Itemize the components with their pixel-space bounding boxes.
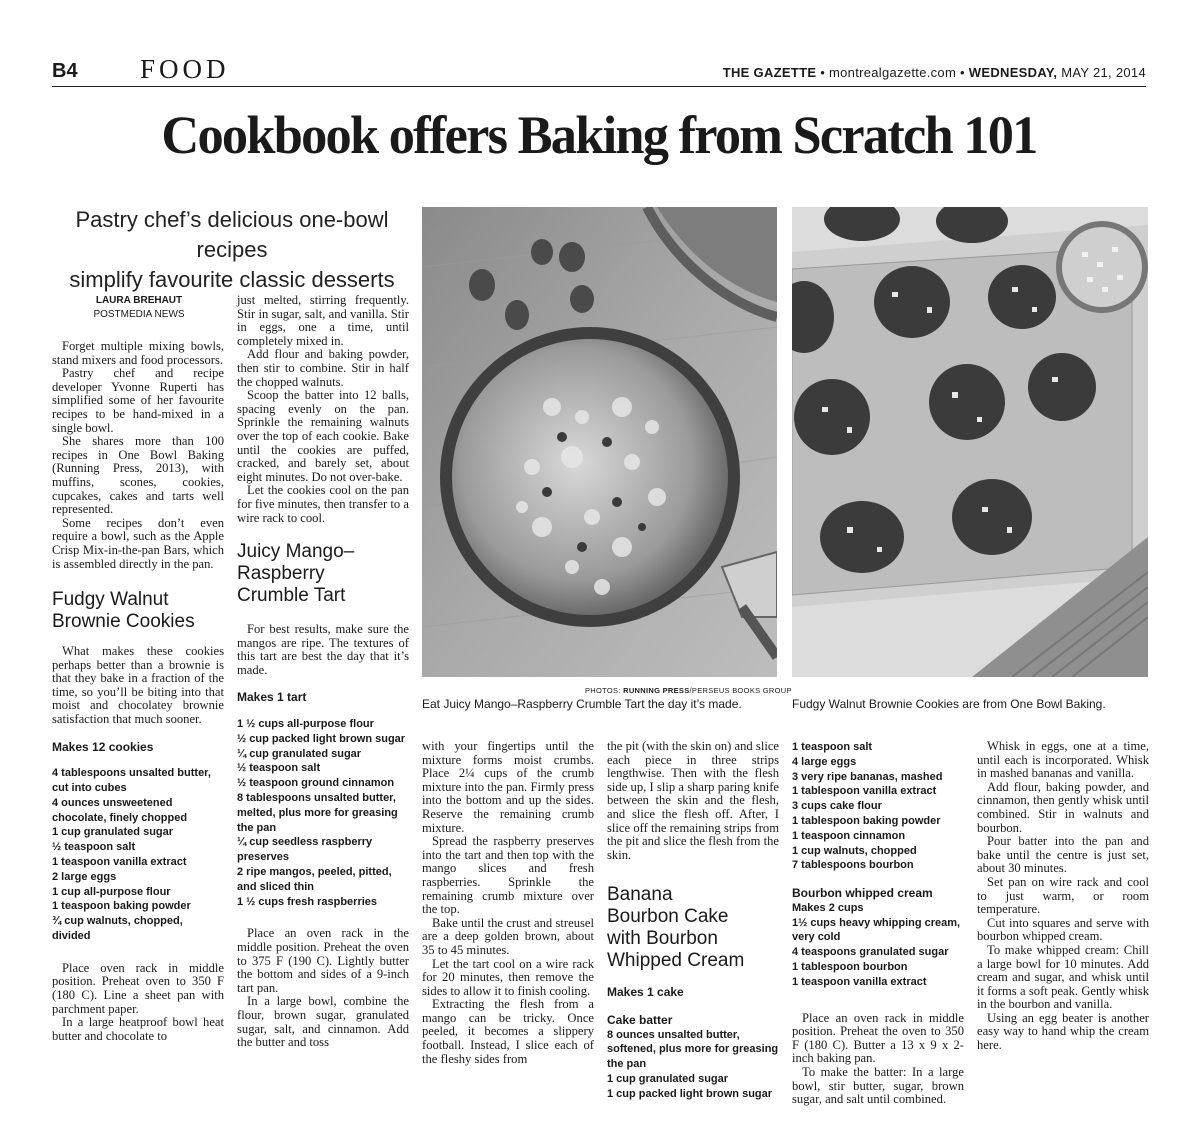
ingredient: ½ teaspoon salt xyxy=(52,841,136,854)
ingredient: 1 ½ cups fresh raspberries xyxy=(237,895,378,908)
body-paragraph: Bake until the crust and streusel are a deep golden brown, about 35 to 45 minutes. xyxy=(422,915,594,957)
ingredient: 1 cup all-purpose flour xyxy=(52,885,171,898)
date: MAY 21, 2014 xyxy=(1061,65,1146,80)
body-paragraph: To make whipped cream: Chill a large bowl for 10 minutes. Add cream and sugar, and whisk until it forms a soft peak. Gently whisk in the bourbon and vanilla. xyxy=(977,942,1149,1012)
ingredient: 1 cup walnuts, chopped xyxy=(792,844,917,857)
recipe-yield: Makes 2 cups xyxy=(792,901,864,914)
ingredient: 4 teaspoons granulated sugar xyxy=(792,946,949,959)
page-number: B4 xyxy=(52,60,78,82)
ingredient: 1 teaspoon cinnamon xyxy=(792,829,906,842)
recipe-title-line: Whipped Cream xyxy=(607,950,745,972)
recipe-title-line: Raspberry xyxy=(237,563,325,585)
ingredient-list xyxy=(792,901,964,990)
ingredient: 2 ripe mangos, peeled, pitted, and sliced thin xyxy=(237,866,392,893)
ingredient: 1 ½ cups all-purpose flour xyxy=(237,718,374,731)
ingredient: 1 teaspoon salt xyxy=(792,741,873,753)
ingredient: ¼ cup seedless raspberry preserves xyxy=(237,836,373,864)
recipe-subhead: Bourbon whipped cream xyxy=(792,886,933,901)
body-paragraph: Using an egg beater is another easy way to hand whip the cream here. xyxy=(977,1010,1149,1053)
ingredient: 1 cup packed light brown sugar xyxy=(607,1087,773,1100)
credit-bold: RUNNING PRESS xyxy=(623,686,690,695)
body-paragraph: Spread the raspberry preserves into the tart and then top with the mango slices and fresh raspberries. Sprinkle the remaining crumb mixture over the top. xyxy=(422,834,594,917)
recipe-title xyxy=(237,541,409,607)
credit-rest: /PERSEUS BOOKS GROUP xyxy=(689,686,792,695)
column-6 xyxy=(977,740,1149,1053)
column-2 xyxy=(237,294,409,1050)
ingredient: 1 tablespoon bourbon xyxy=(792,960,908,973)
ingredient: 3 very ripe bananas, mashed xyxy=(792,770,943,783)
ingredient: 3 cups cake flour xyxy=(792,800,882,813)
tart-caption: Eat Juicy Mango–Raspberry Crumble Tart the day it’s made. xyxy=(422,697,742,711)
ingredient: 4 large eggs xyxy=(792,755,857,768)
ingredient: 1 cup granulated sugar xyxy=(52,826,174,839)
ingredient: ½ teaspoon salt xyxy=(237,762,321,775)
recipe-title-line: Fudgy Walnut xyxy=(52,589,169,611)
column-4 xyxy=(607,740,779,1102)
ingredient: 1 tablespoon baking powder xyxy=(792,814,941,827)
body-paragraph: Pastry chef and recipe developer Yvonne Ruperti has simplified some of her favourite recipes to be hand-mixed in a single bowl. xyxy=(52,366,224,435)
ingredient: ¾ cup walnuts, chopped, divided xyxy=(52,915,183,943)
weekday: WEDNESDAY, xyxy=(968,65,1058,80)
body-paragraph: just melted, stirring frequently. Stir in sugar, salt, and vanilla. Stir in eggs, one a time, until completely mixed in. xyxy=(237,293,409,348)
byline-name: LAURA BREHAUT xyxy=(95,295,183,306)
body-paragraph: Set pan on wire rack and cool to just warm, or room temperature. xyxy=(977,874,1149,917)
body-paragraph: Cut into squares and serve with bourbon whipped cream. xyxy=(977,915,1149,944)
recipe-yield: Makes 1 cake xyxy=(607,985,684,1000)
tart-image xyxy=(422,207,777,677)
recipe-title-line: with Bourbon xyxy=(607,928,718,950)
body-paragraph: Let the cookies cool on the pan for five minutes, then transfer to a wire rack to cool. xyxy=(237,483,409,525)
ingredient-list xyxy=(607,1028,779,1102)
body-paragraph: Add flour and baking powder, then stir to combine. Stir in half the chopped walnuts. xyxy=(237,347,409,389)
paper-name: THE GAZETTE xyxy=(722,65,817,80)
recipe-title-line: Bourbon Cake xyxy=(607,906,729,928)
separator: • xyxy=(820,65,826,80)
recipe-title-line: Juicy Mango– xyxy=(237,541,355,563)
body-paragraph: Place oven rack in middle position. Preheat oven to 350 F (180 C). Line a sheet pan with parchment paper. xyxy=(52,960,224,1016)
section-name: FOOD xyxy=(140,54,230,84)
cookie-caption: Fudgy Walnut Brownie Cookies are from One Bowl Baking. xyxy=(792,697,1106,711)
masthead-rule xyxy=(52,86,1146,87)
body-paragraph: To make the batter: In a large bowl, stir butter, sugar, brown sugar, and salt until combined. xyxy=(792,1064,964,1107)
cookie-image xyxy=(792,207,1148,677)
body-paragraph: Place an oven rack in middle position. Preheat the oven to 350 F (180 C). Butter a 13 x 9 x 2-inch baking pan. xyxy=(792,1010,964,1066)
credit-prefix: PHOTOS: xyxy=(585,686,621,695)
recipe-yield: Makes 1 tart xyxy=(237,690,307,705)
body-paragraph: Some recipes don’t even require a bowl, such as the Apple Crisp Mix-in-the-pan Bars, which is assembled directly in the pan. xyxy=(52,515,224,571)
recipe-title xyxy=(52,589,224,633)
recipe-yield: Makes 12 cookies xyxy=(52,739,154,754)
ingredient: 1 tablespoon vanilla extract xyxy=(792,785,937,798)
ingredient: 2 large eggs xyxy=(52,870,117,883)
body-paragraph: In a large bowl, combine the flour, brown sugar, granulated sugar, salt, and cinnamon. Add the butter and toss xyxy=(237,994,409,1050)
headline: Cookbook offers Baking from Scratch 101 xyxy=(161,105,1037,165)
ingredient: 8 ounces unsalted butter, softened, plus more for greasing the pan xyxy=(607,1028,779,1071)
deck-line: simplify favourite classic desserts xyxy=(69,267,395,292)
ingredient: 1 cup granulated sugar xyxy=(607,1072,729,1085)
body-paragraph: with your fingertips until the mixture forms moist crumbs. Place 2¼ cups of the crumb mixture into the pan. Firmly press into the bottom and up the sides. Reserve the remaining crumb mixture. xyxy=(422,739,594,835)
masthead-info xyxy=(723,65,1146,80)
column-5 xyxy=(792,740,964,1107)
recipe-subhead: Cake batter xyxy=(607,1012,673,1027)
body-paragraph: In a large heatproof bowl heat butter and chocolate to xyxy=(52,1015,224,1043)
body-paragraph: Add flour, baking powder, and cinnamon, then gently whisk until combined. Stir in walnuts and bourbon. xyxy=(977,779,1149,835)
ingredient: 4 ounces unsweetened chocolate, finely chopped xyxy=(52,796,188,824)
body-paragraph: She shares more than 100 recipes in One Bowl Baking (Running Press, 2013), with muffins, scones, cookies, cupcakes, cakes and tarts well represented. xyxy=(52,434,224,517)
photo-credit xyxy=(585,686,792,695)
body-paragraph: Extracting the flesh from a mango can be tricky. Once peeled, it becomes a slippery football. Instead, I slice each of the fleshy sides from xyxy=(422,997,594,1066)
ingredient: 1 teaspoon vanilla extract xyxy=(52,856,187,869)
body-paragraph: Let the tart cool on a wire rack for 20 minutes, then remove the sides to allow it to finish cooling. xyxy=(422,956,594,998)
body-paragraph: Pour batter into the pan and bake until the centre is just set, about 30 minutes. xyxy=(977,834,1149,876)
recipe-intro: For best results, make sure the mangos are ripe. The textures of this tart are best the day that it’s made. xyxy=(237,622,409,677)
cookie-photo xyxy=(792,207,1148,677)
body-paragraph: Scoop the batter into 12 balls, spacing evenly on the pan. Sprinkle the remaining walnuts over the top of each cookie. Bake until the cookies are puffed, cracked, and barely set, about eight minutes. Do not over-bake. xyxy=(237,388,409,484)
ingredient-list xyxy=(792,740,964,873)
separator: • xyxy=(960,65,965,80)
deck-line: Pastry chef’s delicious one-bowl recipes xyxy=(75,207,389,262)
ingredient-list xyxy=(237,717,409,909)
recipe-title-line: Brownie Cookies xyxy=(52,611,195,633)
ingredient: 1½ cups heavy whipping cream, very cold xyxy=(792,916,961,944)
tart-photo xyxy=(422,207,777,677)
ingredient: 7 tablespoons bourbon xyxy=(792,859,914,872)
ingredient: ½ cup packed light brown sugar xyxy=(237,732,406,745)
body-paragraph: the pit (with the skin on) and slice each piece in three strips lengthwise. Then with the flesh side up, I slip a sharp paring knife between the skin and the flesh, and slice the flesh off. After, I slice off the remaining strips from the pit and slice the flesh from the skin. xyxy=(607,739,779,862)
body-paragraph: Place an oven rack in the middle position. Preheat the oven to 375 F (190 C). Lightly butter the bottom and sides of a 9-inch tart pan. xyxy=(237,926,409,995)
ingredient: ½ teaspoon ground cinnamon xyxy=(237,777,395,790)
ingredient: 8 tablespoons unsalted butter, melted, plus more for greasing the pan xyxy=(237,792,398,834)
deck xyxy=(52,205,412,295)
column-1 xyxy=(52,340,224,1043)
body-paragraph: Whisk in eggs, one at a time, until each is incorporated. Whisk in mashed bananas and vanilla. xyxy=(977,739,1149,781)
ingredient: ¼ cup granulated sugar xyxy=(237,747,362,760)
byline xyxy=(52,294,226,322)
column-3 xyxy=(422,740,594,1066)
recipe-title-line: Crumble Tart xyxy=(237,585,346,607)
body-paragraph: Forget multiple mixing bowls, stand mixers and food processors. xyxy=(52,339,224,367)
ingredient: 1 teaspoon baking powder xyxy=(52,900,191,913)
recipe-title-line: Banana xyxy=(607,884,673,906)
ingredient-list xyxy=(52,766,224,944)
ingredient: 1 teaspoon vanilla extract xyxy=(792,975,927,988)
site-url: montrealgazette.com xyxy=(829,65,957,80)
recipe-title xyxy=(607,884,779,972)
recipe-intro: What makes these cookies perhaps better than a brownie is that they bake in a fraction of the time, so you’ll be biting into that moist and chocolatey brownie satisfaction that much sooner. xyxy=(52,644,224,727)
ingredient: 4 tablespoons unsalted butter, cut into cubes xyxy=(52,767,211,795)
byline-org: POSTMEDIA NEWS xyxy=(93,309,185,320)
